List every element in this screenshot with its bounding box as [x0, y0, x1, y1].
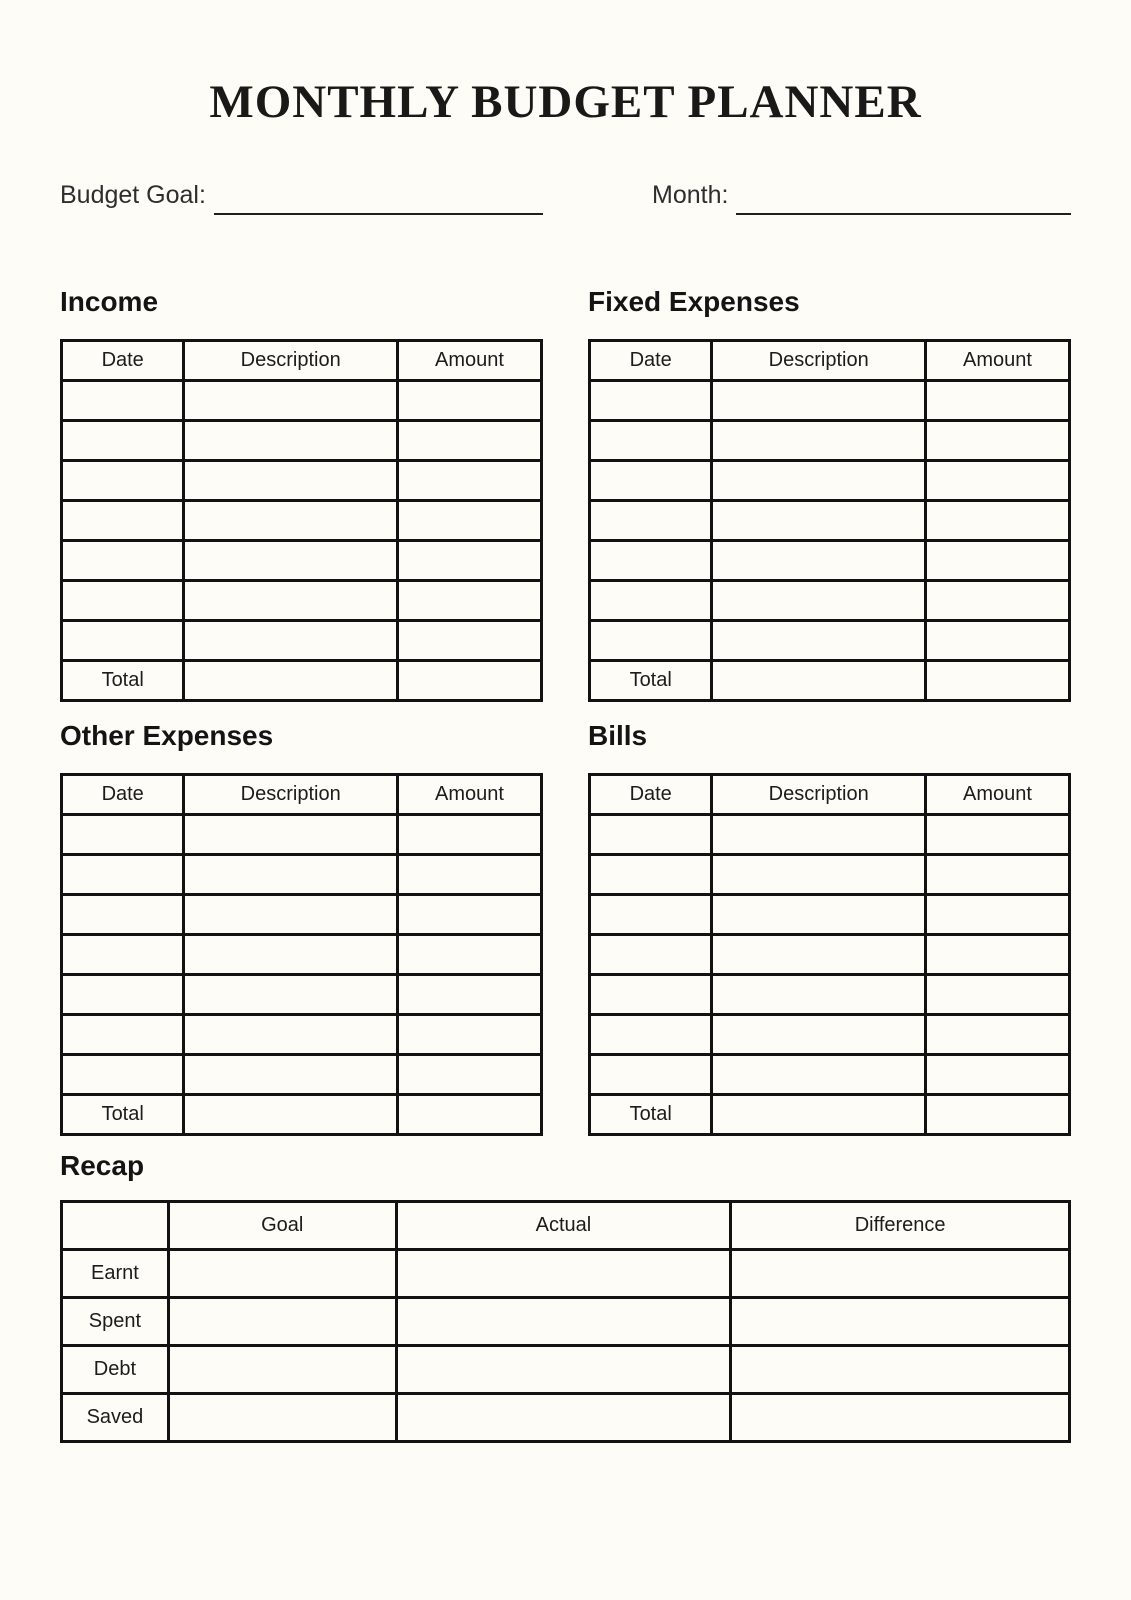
- empty-cell[interactable]: [168, 1298, 396, 1346]
- empty-cell[interactable]: [925, 974, 1069, 1014]
- column-header: Description: [712, 774, 926, 814]
- recap-header-row: [62, 1202, 1070, 1250]
- table-row: [590, 580, 1070, 620]
- empty-cell[interactable]: [712, 1014, 926, 1054]
- recap-heading: Recap: [60, 1149, 145, 1181]
- header-fields: [60, 180, 1071, 210]
- month-label: Month:: [652, 181, 729, 210]
- empty-cell[interactable]: [925, 420, 1069, 460]
- empty-cell[interactable]: [397, 1094, 541, 1134]
- empty-cell[interactable]: [590, 974, 712, 1014]
- empty-cell[interactable]: [590, 380, 712, 420]
- budget-goal-field: [60, 180, 543, 210]
- empty-cell[interactable]: [712, 380, 926, 420]
- table-row: [62, 500, 542, 540]
- empty-cell[interactable]: [712, 540, 926, 580]
- empty-cell[interactable]: [590, 580, 712, 620]
- empty-cell[interactable]: [168, 1346, 396, 1394]
- table-row: [590, 380, 1070, 420]
- empty-cell[interactable]: [62, 974, 184, 1014]
- empty-cell[interactable]: [590, 540, 712, 580]
- empty-cell[interactable]: [62, 894, 184, 934]
- total-row: [590, 660, 1070, 700]
- empty-cell[interactable]: [712, 580, 926, 620]
- empty-cell[interactable]: [590, 1014, 712, 1054]
- table-row: [62, 1014, 542, 1054]
- empty-cell[interactable]: [925, 1014, 1069, 1054]
- empty-cell[interactable]: [590, 894, 712, 934]
- column-header: Description: [184, 774, 398, 814]
- empty-cell[interactable]: [62, 1014, 184, 1054]
- bills-table: [588, 773, 1071, 1136]
- column-header: Description: [184, 340, 398, 380]
- empty-cell[interactable]: [712, 854, 926, 894]
- empty-cell[interactable]: [397, 540, 541, 580]
- empty-cell[interactable]: [184, 580, 398, 620]
- empty-cell[interactable]: [184, 1014, 398, 1054]
- empty-cell[interactable]: [925, 380, 1069, 420]
- table-row: [62, 540, 542, 580]
- empty-cell[interactable]: [397, 854, 541, 894]
- empty-cell[interactable]: [590, 500, 712, 540]
- other-expenses-heading: Other Expenses: [60, 719, 274, 751]
- empty-cell[interactable]: [62, 854, 184, 894]
- table-row: [590, 974, 1070, 1014]
- empty-cell[interactable]: [397, 460, 541, 500]
- empty-cell[interactable]: [731, 1346, 1070, 1394]
- income-table: [60, 339, 543, 702]
- empty-cell[interactable]: [397, 974, 541, 1014]
- empty-cell[interactable]: [168, 1394, 396, 1442]
- table-row: [590, 500, 1070, 540]
- empty-cell[interactable]: [397, 660, 541, 700]
- empty-cell[interactable]: [925, 580, 1069, 620]
- page-title: MONTHLY BUDGET PLANNER: [209, 76, 922, 128]
- empty-cell[interactable]: [396, 1346, 731, 1394]
- empty-cell[interactable]: [397, 894, 541, 934]
- empty-cell[interactable]: [184, 420, 398, 460]
- empty-cell[interactable]: [62, 460, 184, 500]
- empty-cell[interactable]: [925, 814, 1069, 854]
- table-row: [62, 934, 542, 974]
- empty-cell[interactable]: [925, 620, 1069, 660]
- recap-corner-cell: [62, 1202, 169, 1250]
- empty-cell[interactable]: [397, 1054, 541, 1094]
- recap-row: [62, 1394, 1070, 1442]
- empty-cell[interactable]: [590, 854, 712, 894]
- empty-cell[interactable]: [712, 420, 926, 460]
- empty-cell[interactable]: [62, 580, 184, 620]
- empty-cell[interactable]: [731, 1394, 1070, 1442]
- empty-cell[interactable]: [397, 500, 541, 540]
- empty-cell[interactable]: [712, 814, 926, 854]
- recap-row: [62, 1346, 1070, 1394]
- total-label: Total: [590, 660, 712, 700]
- empty-cell[interactable]: [925, 934, 1069, 974]
- table-row: [590, 420, 1070, 460]
- recap-row: [62, 1250, 1070, 1298]
- table-row: [62, 1054, 542, 1094]
- header-row: [590, 340, 1070, 380]
- empty-cell[interactable]: [184, 814, 398, 854]
- empty-cell[interactable]: [712, 934, 926, 974]
- total-value-cell[interactable]: [184, 660, 398, 700]
- empty-cell[interactable]: [731, 1250, 1070, 1298]
- empty-cell[interactable]: [184, 460, 398, 500]
- empty-cell[interactable]: [590, 1054, 712, 1094]
- recap-row-label: Spent: [62, 1298, 169, 1346]
- recap-column-header: Difference: [731, 1202, 1070, 1250]
- empty-cell[interactable]: [712, 620, 926, 660]
- empty-cell[interactable]: [184, 380, 398, 420]
- total-value-cell[interactable]: [712, 1094, 926, 1134]
- empty-cell[interactable]: [184, 500, 398, 540]
- total-value-cell[interactable]: [184, 1094, 398, 1134]
- empty-cell[interactable]: [397, 1014, 541, 1054]
- header-row: [590, 774, 1070, 814]
- table-row: [62, 460, 542, 500]
- empty-cell[interactable]: [925, 500, 1069, 540]
- empty-cell[interactable]: [62, 540, 184, 580]
- total-label: Total: [62, 660, 184, 700]
- table-row: [590, 934, 1070, 974]
- empty-cell[interactable]: [396, 1298, 731, 1346]
- empty-cell[interactable]: [397, 934, 541, 974]
- total-row: [62, 1094, 542, 1134]
- empty-cell[interactable]: [62, 1054, 184, 1094]
- fixed-expenses-heading: Fixed Expenses: [588, 286, 800, 318]
- column-header: Date: [62, 774, 184, 814]
- empty-cell[interactable]: [590, 620, 712, 660]
- month-input-line[interactable]: [736, 213, 1071, 215]
- recap-column-header: Actual: [396, 1202, 731, 1250]
- empty-cell[interactable]: [397, 580, 541, 620]
- empty-cell[interactable]: [62, 420, 184, 460]
- empty-cell[interactable]: [712, 1054, 926, 1094]
- empty-cell[interactable]: [590, 934, 712, 974]
- header-row: [62, 774, 542, 814]
- total-value-cell[interactable]: [712, 660, 926, 700]
- empty-cell[interactable]: [925, 854, 1069, 894]
- column-header: Amount: [925, 774, 1069, 814]
- table-row: [62, 974, 542, 1014]
- table-row: [62, 854, 542, 894]
- section-income: [60, 285, 543, 702]
- empty-cell[interactable]: [925, 660, 1069, 700]
- empty-cell[interactable]: [184, 1054, 398, 1094]
- empty-cell[interactable]: [712, 974, 926, 1014]
- other-expenses-table: [60, 773, 543, 1136]
- table-row: [590, 1014, 1070, 1054]
- empty-cell[interactable]: [712, 460, 926, 500]
- empty-cell[interactable]: [712, 500, 926, 540]
- empty-cell[interactable]: [925, 894, 1069, 934]
- column-header: Amount: [397, 340, 541, 380]
- total-label: Total: [62, 1094, 184, 1134]
- income-heading: Income: [60, 286, 159, 318]
- empty-cell[interactable]: [184, 934, 398, 974]
- empty-cell[interactable]: [62, 814, 184, 854]
- table-row: [590, 540, 1070, 580]
- empty-cell[interactable]: [62, 934, 184, 974]
- empty-cell[interactable]: [396, 1394, 731, 1442]
- table-row: [590, 620, 1070, 660]
- table-row: [62, 894, 542, 934]
- column-header: Date: [590, 774, 712, 814]
- empty-cell[interactable]: [184, 894, 398, 934]
- table-row: [590, 1054, 1070, 1094]
- empty-cell[interactable]: [397, 420, 541, 460]
- column-header: Amount: [397, 774, 541, 814]
- recap-column-header: Goal: [168, 1202, 396, 1250]
- empty-cell[interactable]: [184, 620, 398, 660]
- tables-grid: [60, 285, 1071, 1135]
- recap-row-label: Debt: [62, 1346, 169, 1394]
- fixed-expenses-table: [588, 339, 1071, 702]
- empty-cell[interactable]: [925, 460, 1069, 500]
- table-row: [62, 620, 542, 660]
- empty-cell[interactable]: [62, 500, 184, 540]
- recap-table: [60, 1200, 1071, 1443]
- empty-cell[interactable]: [590, 460, 712, 500]
- empty-cell[interactable]: [396, 1250, 731, 1298]
- table-row: [590, 854, 1070, 894]
- empty-cell[interactable]: [590, 420, 712, 460]
- empty-cell[interactable]: [184, 854, 398, 894]
- column-header: Amount: [925, 340, 1069, 380]
- total-label: Total: [590, 1094, 712, 1134]
- empty-cell[interactable]: [731, 1298, 1070, 1346]
- column-header: Description: [712, 340, 926, 380]
- empty-cell[interactable]: [925, 540, 1069, 580]
- section-other-expenses: [60, 702, 543, 1136]
- recap-row-label: Saved: [62, 1394, 169, 1442]
- table-row: [62, 580, 542, 620]
- empty-cell[interactable]: [397, 380, 541, 420]
- budget-goal-label: Budget Goal:: [60, 181, 206, 210]
- column-header: Date: [62, 340, 184, 380]
- recap-row-label: Earnt: [62, 1250, 169, 1298]
- empty-cell[interactable]: [397, 620, 541, 660]
- column-header: Date: [590, 340, 712, 380]
- empty-cell[interactable]: [62, 620, 184, 660]
- section-bills: [588, 702, 1071, 1136]
- total-row: [62, 660, 542, 700]
- recap-row: [62, 1298, 1070, 1346]
- table-row: [590, 894, 1070, 934]
- table-row: [590, 460, 1070, 500]
- budget-goal-input-line[interactable]: [214, 213, 543, 215]
- header-row: [62, 340, 542, 380]
- empty-cell[interactable]: [925, 1094, 1069, 1134]
- table-row: [62, 420, 542, 460]
- empty-cell[interactable]: [397, 814, 541, 854]
- section-fixed-expenses: [588, 285, 1071, 702]
- table-row: [62, 814, 542, 854]
- empty-cell[interactable]: [184, 540, 398, 580]
- section-recap: [60, 1149, 1071, 1444]
- empty-cell[interactable]: [168, 1250, 396, 1298]
- empty-cell[interactable]: [925, 1054, 1069, 1094]
- empty-cell[interactable]: [62, 380, 184, 420]
- total-row: [590, 1094, 1070, 1134]
- month-field: [652, 180, 1071, 210]
- table-row: [62, 380, 542, 420]
- empty-cell[interactable]: [712, 894, 926, 934]
- empty-cell[interactable]: [184, 974, 398, 1014]
- empty-cell[interactable]: [590, 814, 712, 854]
- bills-heading: Bills: [588, 719, 648, 751]
- table-row: [590, 814, 1070, 854]
